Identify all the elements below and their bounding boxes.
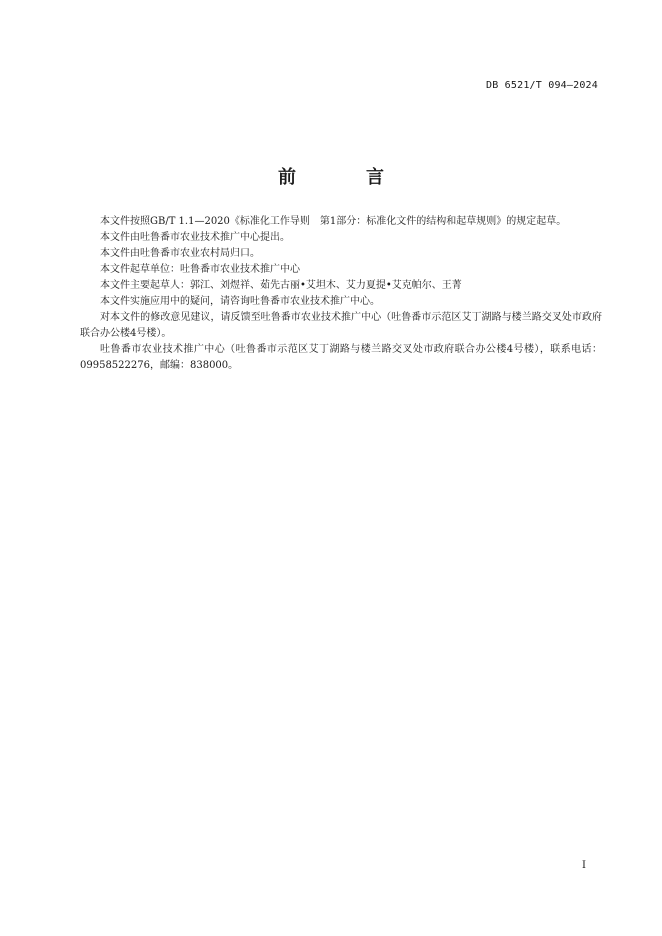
paragraph-drafters: 本文件主要起草人：郭江、刘煜祥、茹先古丽•艾坦木、艾力夏提•艾克帕尔、王菁 [100,280,462,291]
paragraph-inquiries: 本文件实施应用中的疑问，请咨询吐鲁番市农业技术推广中心。 [100,296,380,307]
paragraph-centralized-unit: 本文件由吐鲁番市农业农村局归口。 [100,248,260,259]
paragraph-proposer: 本文件由吐鲁番市农业技术推广中心提出。 [100,232,290,243]
paragraph-drafting-basis: 本文件按照GB/T 1.1—2020《标准化工作导则 第1部分：标准化文件的结构和起草规则》的规定起草。 [100,216,567,227]
paragraph-feedback: 对本文件的修改意见建议，请反馈至吐鲁番市农业技术推广中心（吐鲁番市示范区艾丁湖路与楼兰路交叉处市政府联合办公楼4号楼）。 [80,312,602,339]
page-number: I [582,860,586,871]
document-code: DB 6521/T 094—2024 [486,80,598,91]
paragraph-contact: 吐鲁番市农业技术推广中心（吐鲁番市示范区艾丁湖路与楼兰路交叉处市政府联合办公楼4号楼），联系电话：09958522276，邮编：838000。 [80,344,602,371]
page-title: 前 言 [278,167,410,188]
foreword-body [80,214,602,374]
paragraph-drafting-unit: 本文件起草单位：吐鲁番市农业技术推广中心 [100,264,300,275]
